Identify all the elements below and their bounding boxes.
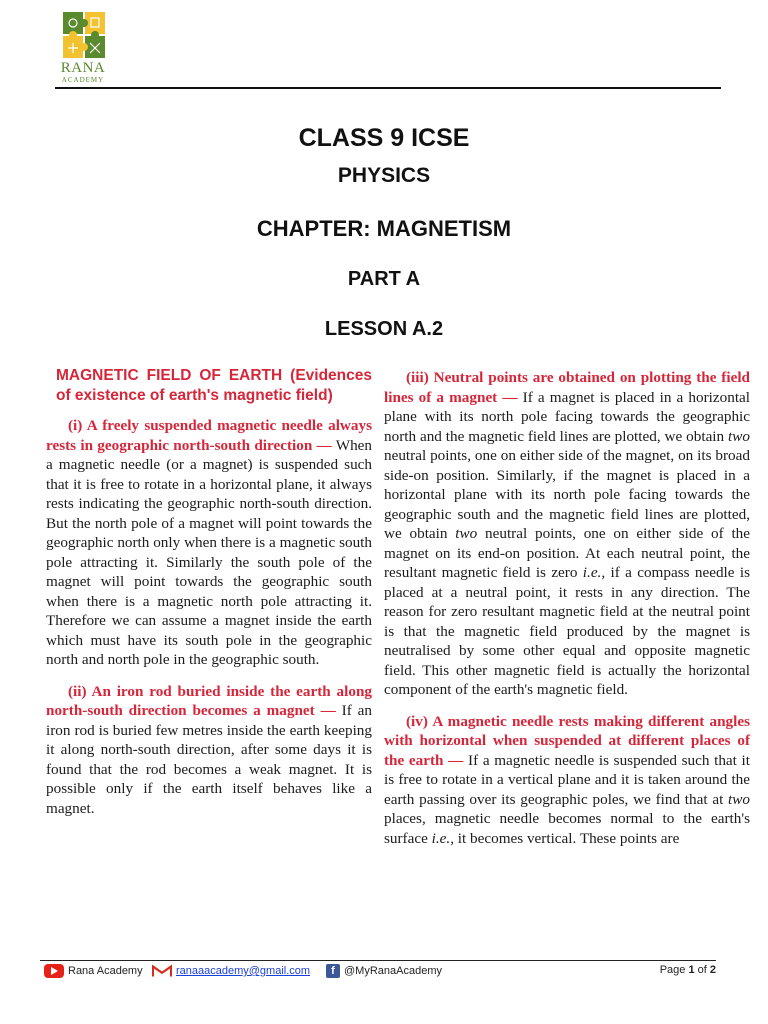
paragraph-iii-lead: (iii) Neutral points are obtained on plotting the field lines of a magnet — — [384, 369, 750, 406]
paragraph-iv-ie: i.e. — [431, 829, 451, 847]
youtube-icon — [44, 964, 64, 978]
paragraph-iv-lead: (iv) A magnetic needle rests making different angles with horizontal when suspended at different places of the earth — — [384, 712, 750, 769]
paragraph-ii — [46, 682, 372, 819]
paragraph-iv-emphasis: two — [728, 790, 750, 808]
facebook-link[interactable] — [326, 964, 442, 978]
page-current: 1 — [688, 964, 695, 976]
paragraph-iv-text-b: places, magnetic needle becomes normal to the earth's surface — [384, 810, 750, 847]
paragraph-i — [46, 416, 372, 670]
lesson-title: LESSON A.2 — [324, 318, 444, 340]
footer-divider — [40, 960, 716, 961]
logo-name: RANA — [60, 60, 106, 76]
logo-subtitle: ACADEMY — [61, 76, 105, 84]
paragraph-i-lead: (i) A freely suspended magnetic needle always rests in geographic north-south direction — — [46, 417, 372, 454]
right-column — [384, 368, 750, 860]
paragraph-iii — [384, 368, 750, 700]
paragraph-iii-text-d: , if a compass needle is placed at a neutral point, it rests in any direction. The reason for zero resultant magnetic field at the neutral point is that the magnetic field produced by the magnet is neutralised by some other equal and opposite magnetic field. This other magnetic field is actually the horizontal component of the earth's magnetic field. — [384, 564, 750, 698]
email-address[interactable]: ranaaacademy@gmail.com — [176, 965, 311, 977]
page-prefix: Page — [659, 964, 689, 976]
puzzle-logo-icon — [58, 12, 108, 60]
footer — [44, 963, 716, 979]
subject-title: PHYSICS — [337, 164, 431, 187]
paragraph-iii-text-c: neutral points, one on either side of the magnet on its end-on position. At each neutral point, the resultant magnetic field is zero — [384, 525, 751, 581]
paragraph-iii-emphasis-2: two — [455, 525, 478, 542]
page-total: 2 — [709, 964, 716, 976]
class-title: CLASS 9 ICSE — [298, 124, 470, 152]
youtube-label: Rana Academy — [68, 965, 143, 977]
chapter-title: CHAPTER: MAGNETISM — [256, 216, 512, 241]
email-link[interactable] — [152, 964, 310, 978]
part-title: PART A — [347, 268, 421, 290]
facebook-icon: f — [326, 964, 340, 978]
paragraph-i-text: When a magnetic needle (or a magnet) is suspended such that it is free to rotate in a horizontal plane, it always rests indicating the geographic north-south direction. But the north pole of a magnet will point towards the geographic north only when there is a magnetic south pole attracting it. Similarly the south pole of the magnet will point towards the geographic south when there is a magnetic north pole attracting it. Therefore we can assume a magnet inside the earth which must have its south pole in the geographic north and north pole in the geographic south. — [46, 436, 372, 668]
facebook-handle: @MyRanaAcademy — [344, 965, 442, 977]
rana-academy-logo — [58, 12, 108, 84]
paragraph-iv — [384, 712, 750, 849]
paragraph-iii-emphasis-1: two — [728, 427, 750, 445]
paragraph-iii-ie: i.e. — [582, 564, 602, 581]
paragraph-iii-text-a: If a magnet is placed in a horizontal plane with its north pole facing towards the geographic north and the magnetic field lines are plotted, we obtain — [384, 388, 750, 445]
paragraph-iv-text-a: If a magnetic needle is suspended such that it is free to rotate in a vertical plane and it is taken around the earth passing over its geographic poles, we find that at — [384, 751, 750, 808]
paragraph-ii-text: If an iron rod is buried few metres inside the earth keeping it along north-south direction, after some days it is found that the rod becomes a weak magnet. It is possible only if the earth itself behaves like a magnet. — [46, 702, 372, 817]
page-number — [660, 964, 716, 976]
page-of: of — [694, 964, 710, 976]
paragraph-ii-lead: (ii) An iron rod buried inside the earth along north-south direction becomes a magnet — — [46, 682, 372, 719]
gmail-icon — [152, 964, 172, 978]
section-heading: MAGNETIC FIELD OF EARTH (Evidences of existence of earth's magnetic field) — [56, 367, 372, 404]
paragraph-iii-text-b: neutral points, one on either side of the magnet, on its broad side-on position. Similarly, if the magnet is placed in a horizontal plane with its north pole facing towards the geographic south and the magnetic field lines are plotted, we obtain — [384, 447, 750, 542]
paragraph-iv-text-c: , it becomes vertical. These points are — [450, 829, 680, 847]
header-divider — [55, 87, 721, 89]
youtube-link[interactable] — [44, 964, 143, 978]
left-column — [46, 366, 372, 830]
